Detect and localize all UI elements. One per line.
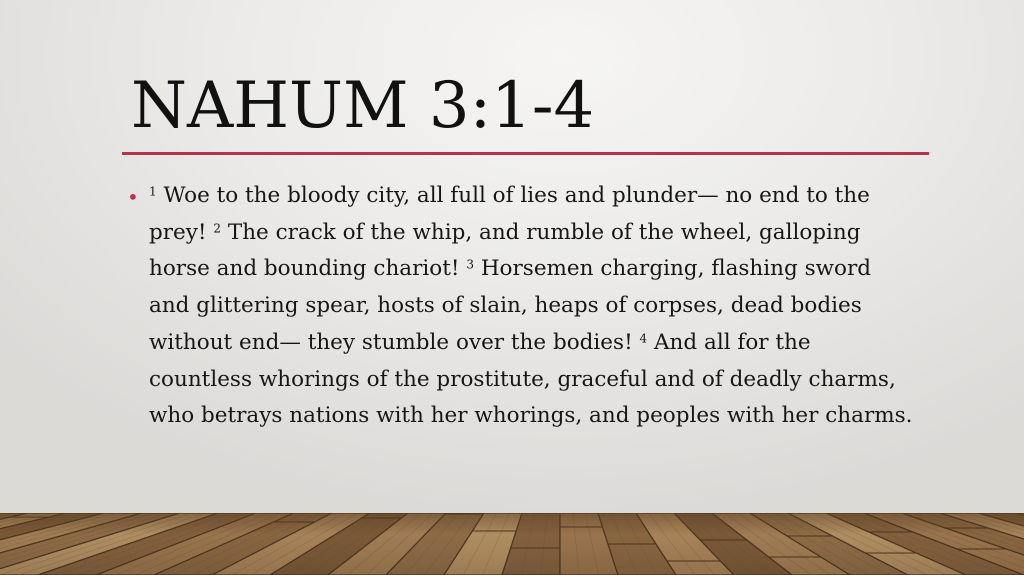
verse-text: Horsemen charging, flashing sword and glittering spear, hosts of slain, heaps of corpses, dead bodies without end— they stumble over the bodies! [149, 256, 872, 355]
scripture-passage [149, 178, 917, 435]
verse-number: 3 [466, 257, 474, 272]
verse-number: 1 [149, 184, 157, 199]
verse-number: 2 [213, 221, 222, 236]
verse-text: The crack of the whip, and rumble of the wheel, galloping horse and bounding chariot! [149, 219, 861, 282]
wood-planks-image [0, 513, 1024, 575]
verse-text: And all for the countless whorings of the prostitute, graceful and of deadly charms, who betrays nations with her whorings, and peoples with her charms. [149, 329, 913, 429]
verse-number: 4 [639, 331, 648, 346]
bullet-dot-icon: • [127, 185, 139, 209]
slide-title: NAHUM 3:1-4 [131, 69, 595, 143]
verse-text: Woe to the bloody city, all full of lies and plunder— no end to the prey! [149, 183, 870, 245]
title-divider [122, 152, 929, 155]
wood-floor-decoration [0, 513, 1024, 575]
content-placeholder[interactable] [127, 178, 917, 435]
